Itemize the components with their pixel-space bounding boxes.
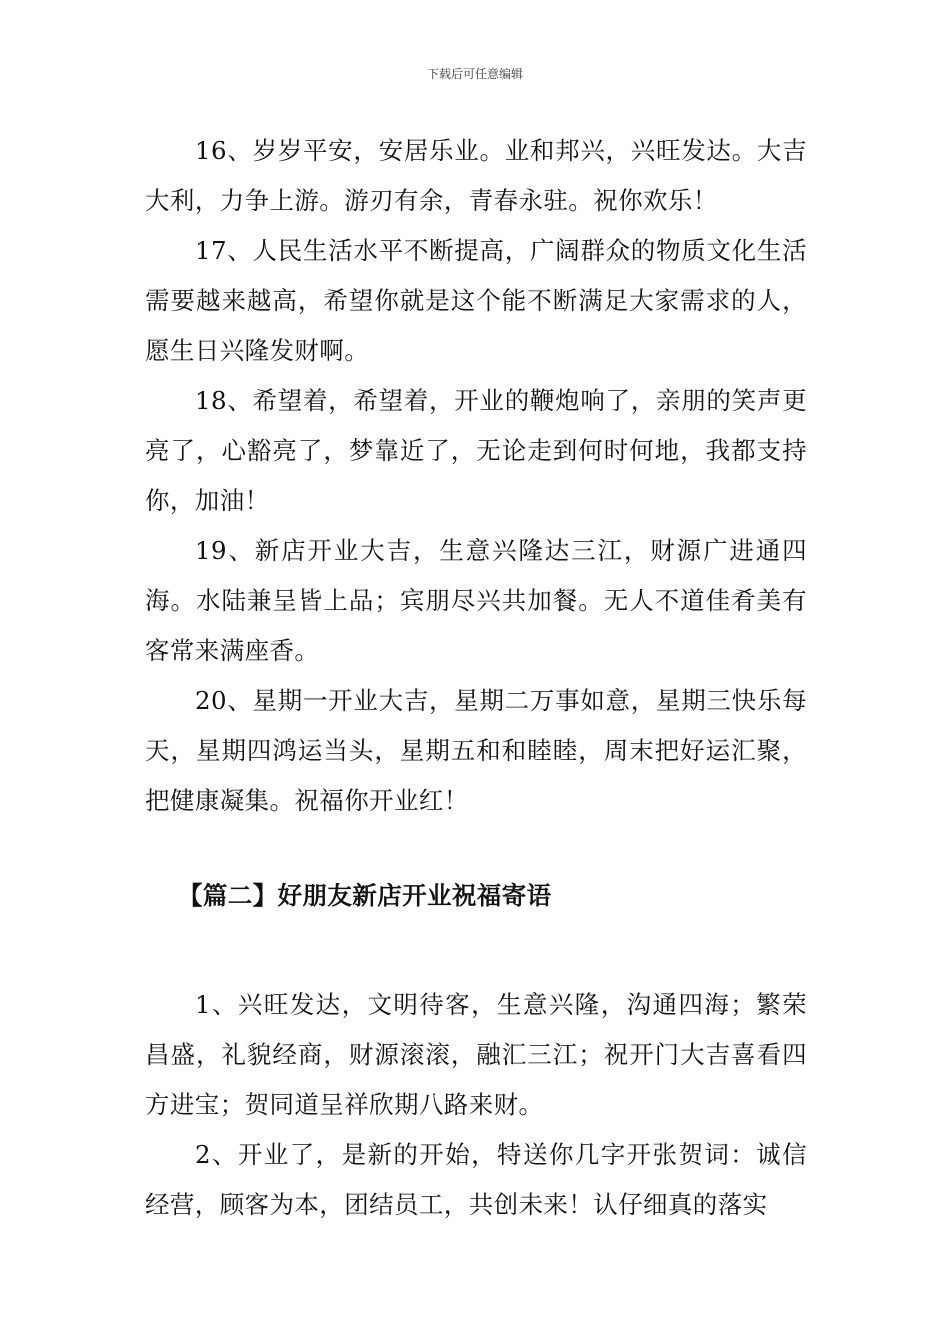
document-body: [145, 126, 807, 1230]
paragraph-19: 19、新店开业大吉，生意兴隆达三江，财源广进通四海。水陆兼呈皆上品；宾朋尽兴共加餐。无人不道佳肴美有客常来满座香。: [145, 536, 807, 665]
section-heading: 【篇二】好朋友新店开业祝福寄语: [178, 881, 552, 910]
paragraph-16: 16、岁岁平安，安居乐业。业和邦兴，兴旺发达。大吉大利，力争上游。游刃有余，青春永驻。祝你欢乐！: [145, 136, 807, 215]
paragraph-18: 18、希望着，希望着，开业的鞭炮响了，亲朋的笑声更亮了，心豁亮了，梦靠近了，无论走到何时何地，我都支持你，加油！: [145, 386, 807, 515]
paragraph-2: 2、开业了，是新的开始，特送你几字开张贺词：诚信经营，顾客为本，团结员工，共创未来！认仔细真的落实: [145, 1140, 807, 1219]
paragraph-20: 20、星期一开业大吉，星期二万事如意，星期三快乐每天，星期四鸿运当头，星期五和和睦睦，周末把好运汇聚，把健康凝集。祝福你开业红！: [145, 686, 807, 815]
paragraph-1: 1、兴旺发达，文明待客，生意兴隆，沟通四海；繁荣昌盛，礼貌经商，财源滚滚，融汇三江；祝开门大吉喜看四方进宝；贺同道呈祥欣期八路来财。: [145, 990, 807, 1119]
section-spacer: [145, 921, 807, 980]
section-spacer: [145, 826, 807, 871]
paragraph-17: 17、人民生活水平不断提高，广阔群众的物质文化生活需要越来越高，希望你就是这个能不断满足大家需求的人，愿生日兴隆发财啊。: [145, 236, 807, 365]
page-header: 下载后可任意编辑: [426, 67, 523, 81]
